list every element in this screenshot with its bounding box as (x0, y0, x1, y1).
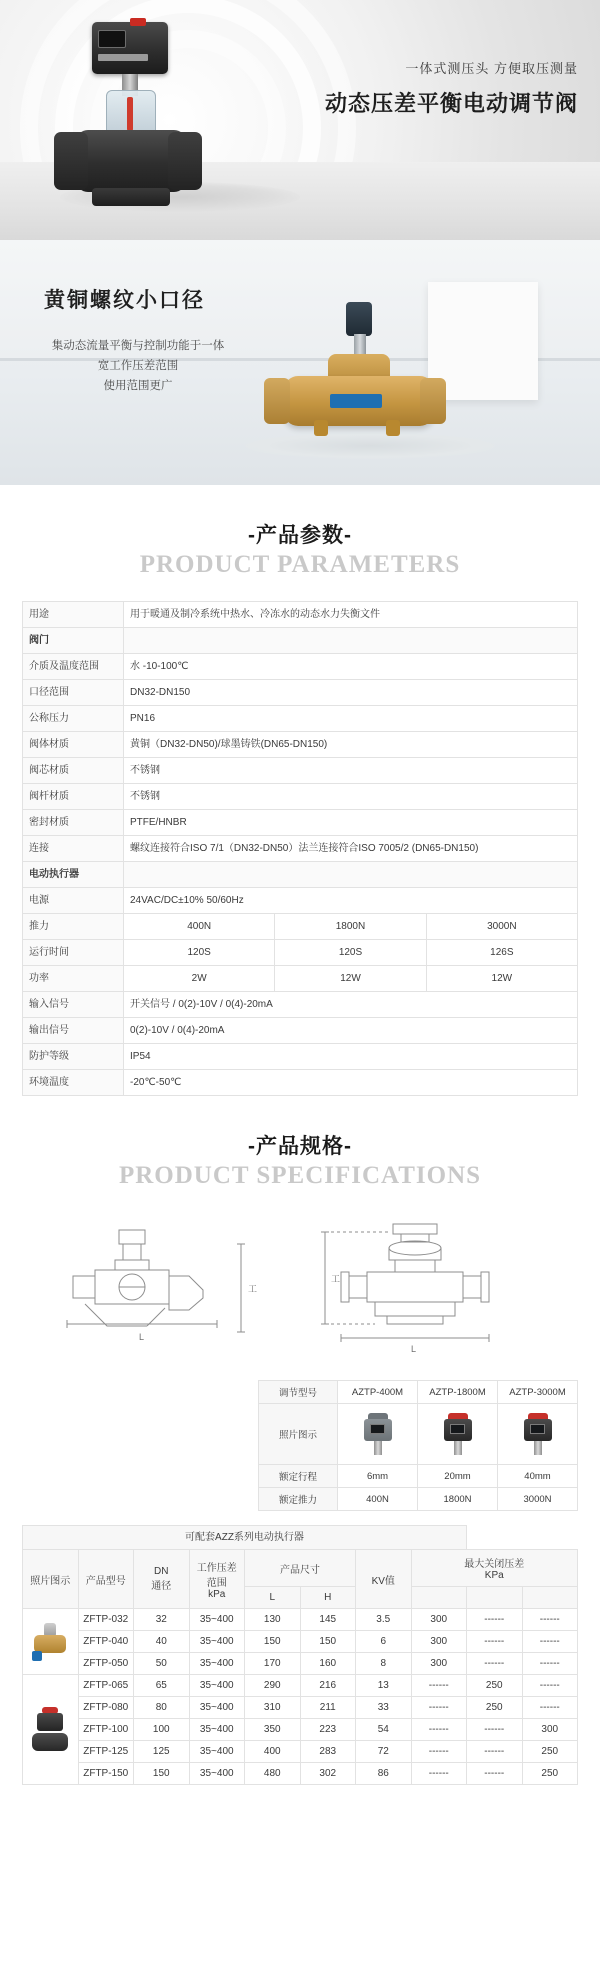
param-value: -20℃-50℃ (124, 1070, 578, 1096)
product-photo-brass (26, 1621, 75, 1663)
spec-maxdp-1: 300 (411, 1609, 467, 1631)
param-value: 12W (275, 966, 426, 992)
spec-dp: 35~400 (189, 1719, 245, 1741)
actuator-table (258, 1380, 578, 1511)
spec-height: 145 (300, 1609, 356, 1631)
param-row (23, 628, 578, 654)
valve-flange-right (168, 132, 202, 190)
spec-dp: 35~400 (189, 1675, 245, 1697)
spec-top-title: 可配套AZZ系列电动执行器 (23, 1526, 467, 1550)
param-row (23, 1070, 578, 1096)
actuator-model-header: AZTP-400M (338, 1381, 418, 1404)
hero2-title: 黄铜螺纹小口径 (44, 289, 205, 312)
param-key: 输入信号 (23, 992, 124, 1018)
hero-subtitle: 一体式测压头 方便取压测量 (405, 61, 578, 76)
drawing-right-width-label: L (411, 1344, 417, 1354)
spec-dp: 35~400 (189, 1631, 245, 1653)
param-value: 12W (426, 966, 577, 992)
spec-maxdp-3: 250 (522, 1741, 578, 1763)
actuator-photo (421, 1408, 494, 1460)
param-key: 推力 (23, 914, 124, 940)
actuator-row (259, 1404, 578, 1465)
param-row (23, 602, 578, 628)
param-key: 功率 (23, 966, 124, 992)
hero2-text-block (44, 284, 232, 396)
actuator-photo-cell (498, 1404, 578, 1465)
specifications-table-head (23, 1526, 578, 1550)
spec-length: 350 (245, 1719, 301, 1741)
spec-photo-brass (23, 1609, 79, 1675)
actuator-table-wrapper (0, 1370, 600, 1511)
valve-blue-label (330, 394, 382, 408)
param-row (23, 810, 578, 836)
actuator-row-key: 额定行程 (259, 1465, 338, 1488)
spec-photo-flanged (23, 1675, 79, 1785)
spec-maxdp-2: ------ (467, 1741, 523, 1763)
param-key: 阀芯材质 (23, 758, 124, 784)
spec-header-size-l: L (245, 1587, 301, 1609)
drawing-flanged-svg (315, 1214, 545, 1364)
spec-dn: 100 (134, 1719, 190, 1741)
param-value: PN16 (124, 706, 578, 732)
spec-dp: 35~400 (189, 1653, 245, 1675)
spec-maxdp-2: 250 (467, 1675, 523, 1697)
param-value: 126S (426, 940, 577, 966)
table-row (23, 1741, 578, 1763)
drawing-threaded-svg (55, 1214, 285, 1364)
spec-model: ZFTP-100 (78, 1719, 134, 1741)
hero-banner-secondary (0, 240, 600, 485)
product-photo-flanged (26, 1707, 75, 1753)
spec-header-size-h: H (300, 1587, 356, 1609)
param-key: 电动执行器 (23, 862, 124, 888)
param-row (23, 1044, 578, 1070)
param-key: 防护等级 (23, 1044, 124, 1070)
drawing-threaded (55, 1214, 285, 1364)
spec-maxdp-2: ------ (467, 1631, 523, 1653)
actuator-value: 40mm (498, 1465, 578, 1488)
valve-base (92, 188, 170, 206)
actuator-value: 20mm (418, 1465, 498, 1488)
pressure-port-left (314, 420, 328, 436)
spec-dp: 35~400 (189, 1741, 245, 1763)
spec-length: 170 (245, 1653, 301, 1675)
spec-model: ZFTP-032 (78, 1609, 134, 1631)
spec-dp: 35~400 (189, 1697, 245, 1719)
spec-header-row-1 (23, 1550, 578, 1587)
drawing-left-width-label: L (139, 1332, 145, 1342)
spec-maxdp-3: 300 (522, 1719, 578, 1741)
param-row (23, 784, 578, 810)
param-key: 阀体材质 (23, 732, 124, 758)
param-value: PTFE/HNBR (124, 810, 578, 836)
param-key: 公称压力 (23, 706, 124, 732)
param-row (23, 836, 578, 862)
param-value: 用于暖通及制冷系统中热水、冷冻水的动态水力失衡文件 (124, 602, 578, 628)
spec-maxdp-2: ------ (467, 1719, 523, 1741)
actuator-indicator (130, 18, 146, 26)
actuator-photo (341, 1408, 414, 1460)
param-key: 密封材质 (23, 810, 124, 836)
spec-maxdp-1: ------ (411, 1741, 467, 1763)
spec-maxdp-2: ------ (467, 1609, 523, 1631)
section-title-parameters (0, 485, 600, 579)
section-title-en: PRODUCT PARAMETERS (139, 551, 461, 578)
param-value (124, 862, 578, 888)
spec-header-size: 产品尺寸 (245, 1550, 356, 1587)
actuator-value: 6mm (338, 1465, 418, 1488)
spec-kv: 3.5 (356, 1609, 412, 1631)
param-row (23, 758, 578, 784)
spec-length: 480 (245, 1763, 301, 1785)
valve-end-left (264, 378, 290, 424)
spec-maxdp-3: ------ (522, 1653, 578, 1675)
spec-length: 290 (245, 1675, 301, 1697)
spec-header-maxdp: 最大关闭压差 KPa (411, 1550, 578, 1587)
specifications-table-wrapper (0, 1511, 600, 1825)
param-value: 黄铜（DN32-DN50)/球墨铸铁(DN65-DN150) (124, 732, 578, 758)
spec-maxdp-1: ------ (411, 1675, 467, 1697)
actuator-header-key: 调节型号 (259, 1381, 338, 1404)
specifications-table (22, 1525, 578, 1785)
valve-end-right (420, 378, 446, 424)
parameters-table-wrapper (0, 579, 600, 1096)
param-value: 不锈钢 (124, 784, 578, 810)
param-value: 开关信号 / 0(2)-10V / 0(4)-20mA (124, 992, 578, 1018)
spec-header-maxdp-col (411, 1587, 467, 1609)
hero-banner-primary (0, 0, 600, 240)
spec-height: 223 (300, 1719, 356, 1741)
param-row (23, 680, 578, 706)
hero2-feature-list (44, 336, 232, 396)
param-value (124, 628, 578, 654)
param-row (23, 1018, 578, 1044)
drawing-flanged (315, 1214, 545, 1364)
param-value: 1800N (275, 914, 426, 940)
table-row (23, 1675, 578, 1697)
param-key: 口径范围 (23, 680, 124, 706)
spec-dn: 32 (134, 1609, 190, 1631)
param-key: 介质及温度范围 (23, 654, 124, 680)
table-row (23, 1609, 578, 1631)
spec-maxdp-2: ------ (467, 1763, 523, 1785)
param-row (23, 940, 578, 966)
param-row (23, 862, 578, 888)
actuator-model-header: AZTP-1800M (418, 1381, 498, 1404)
param-value: DN32-DN150 (124, 680, 578, 706)
spec-maxdp-1: 300 (411, 1653, 467, 1675)
actuator-row-key: 照片图示 (259, 1404, 338, 1465)
param-row (23, 966, 578, 992)
spec-model: ZFTP-080 (78, 1697, 134, 1719)
table-row (23, 1719, 578, 1741)
param-value: 不锈钢 (124, 758, 578, 784)
param-value: 120S (124, 940, 275, 966)
spec-maxdp-1: ------ (411, 1763, 467, 1785)
spec-kv: 86 (356, 1763, 412, 1785)
spec-maxdp-1: ------ (411, 1719, 467, 1741)
spec-height: 283 (300, 1741, 356, 1763)
spec-dp: 35~400 (189, 1609, 245, 1631)
spec-length: 400 (245, 1741, 301, 1763)
hero2-feature-1: 集动态流量平衡与控制功能于一体 (51, 340, 225, 352)
param-value: 螺纹连接符合ISO 7/1（DN32-DN50）法兰连接符合ISO 7005/2 (DN65-DN150) (124, 836, 578, 862)
actuator-model-header: AZTP-3000M (498, 1381, 578, 1404)
spec-maxdp-1: ------ (411, 1697, 467, 1719)
param-value: 400N (124, 914, 275, 940)
dimension-drawings (0, 1190, 600, 1370)
actuator-value: 1800N (418, 1488, 498, 1511)
table-row (23, 1631, 578, 1653)
hero-title: 动态压差平衡电动调节阀 (324, 91, 578, 116)
param-row (23, 992, 578, 1018)
spec-header-model: 产品型号 (78, 1550, 134, 1609)
spec-maxdp-1: 300 (411, 1631, 467, 1653)
spec-kv: 54 (356, 1719, 412, 1741)
drawing-right-height-label: 工 (331, 1274, 341, 1284)
actuator-header-row (259, 1381, 578, 1404)
spec-dn: 125 (134, 1741, 190, 1763)
spec-height: 211 (300, 1697, 356, 1719)
spec-length: 310 (245, 1697, 301, 1719)
param-key: 环境温度 (23, 1070, 124, 1096)
param-key: 阀门 (23, 628, 124, 654)
spec-height: 302 (300, 1763, 356, 1785)
param-value: 0(2)-10V / 0(4)-20mA (124, 1018, 578, 1044)
param-key: 运行时间 (23, 940, 124, 966)
actuator-photo (501, 1408, 574, 1460)
section-title-en-2: PRODUCT SPECIFICATIONS (118, 1162, 482, 1189)
spec-dp: 35~400 (189, 1763, 245, 1785)
table-row (23, 1763, 578, 1785)
spec-dn: 40 (134, 1631, 190, 1653)
actuator-row (259, 1465, 578, 1488)
param-row (23, 888, 578, 914)
spec-dn: 150 (134, 1763, 190, 1785)
param-row (23, 654, 578, 680)
spec-kv: 8 (356, 1653, 412, 1675)
pressure-port-right (386, 420, 400, 436)
param-value: 24VAC/DC±10% 50/60Hz (124, 888, 578, 914)
spec-header-maxdp-col (522, 1587, 578, 1609)
param-row (23, 706, 578, 732)
param-value: IP54 (124, 1044, 578, 1070)
parameters-table (22, 601, 578, 1096)
spec-header-dn: DN 通径 (134, 1550, 190, 1609)
spec-maxdp-3: ------ (522, 1675, 578, 1697)
section-title-cn-2: -产品规格- (248, 1135, 352, 1158)
table-row (23, 1697, 578, 1719)
spec-maxdp-3: ------ (522, 1697, 578, 1719)
param-value: 3000N (426, 914, 577, 940)
param-row (23, 732, 578, 758)
spec-maxdp-3: ------ (522, 1609, 578, 1631)
spec-model: ZFTP-150 (78, 1763, 134, 1785)
section-title-specifications (0, 1096, 600, 1190)
param-key: 用途 (23, 602, 124, 628)
actuator-row (259, 1488, 578, 1511)
spec-header-dp: 工作压差范围 kPa (189, 1550, 245, 1609)
spec-height: 150 (300, 1631, 356, 1653)
spec-model: ZFTP-040 (78, 1631, 134, 1653)
spec-dn: 80 (134, 1697, 190, 1719)
param-value: 2W (124, 966, 275, 992)
actuator-label (98, 54, 148, 61)
spec-model: ZFTP-125 (78, 1741, 134, 1763)
section-title-cn: -产品参数- (248, 524, 352, 547)
actuator-motor (346, 302, 372, 336)
actuator-value: 400N (338, 1488, 418, 1511)
param-value: 水 -10-100℃ (124, 654, 578, 680)
param-key: 阀杆材质 (23, 784, 124, 810)
spec-kv: 13 (356, 1675, 412, 1697)
actuator-photo-cell (338, 1404, 418, 1465)
actuator-display (98, 30, 126, 48)
spec-kv: 72 (356, 1741, 412, 1763)
spec-height: 160 (300, 1653, 356, 1675)
spec-height: 216 (300, 1675, 356, 1697)
spec-title-row (23, 1526, 578, 1550)
spec-length: 150 (245, 1631, 301, 1653)
spec-dn: 65 (134, 1675, 190, 1697)
spec-maxdp-3: 250 (522, 1763, 578, 1785)
spec-dn: 50 (134, 1653, 190, 1675)
valve-illustration-brass (250, 302, 490, 442)
hero2-feature-2: 宽工作压差范围 (97, 360, 179, 372)
spec-length: 130 (245, 1609, 301, 1631)
valve-flange-left (54, 132, 88, 190)
actuator-row-key: 额定推力 (259, 1488, 338, 1511)
spec-maxdp-2: 250 (467, 1697, 523, 1719)
spec-kv: 6 (356, 1631, 412, 1653)
valve-illustration-flanged (70, 18, 240, 218)
param-key: 输出信号 (23, 1018, 124, 1044)
param-key: 连接 (23, 836, 124, 862)
spec-model: ZFTP-065 (78, 1675, 134, 1697)
hero2-feature-3: 使用范围更广 (103, 380, 173, 392)
actuator-photo-cell (418, 1404, 498, 1465)
param-key: 电源 (23, 888, 124, 914)
spec-maxdp-3: ------ (522, 1631, 578, 1653)
param-row (23, 914, 578, 940)
drawing-left-height-label: 工 (248, 1284, 258, 1294)
spec-maxdp-2: ------ (467, 1653, 523, 1675)
spec-header-kv: KV值 (356, 1550, 412, 1609)
spec-kv: 33 (356, 1697, 412, 1719)
actuator-value: 3000N (498, 1488, 578, 1511)
table-row (23, 1653, 578, 1675)
hero-text-block (325, 58, 578, 118)
param-value: 120S (275, 940, 426, 966)
spec-header-maxdp-col (467, 1587, 523, 1609)
spec-header-photo: 照片图示 (23, 1550, 79, 1609)
spec-model: ZFTP-050 (78, 1653, 134, 1675)
